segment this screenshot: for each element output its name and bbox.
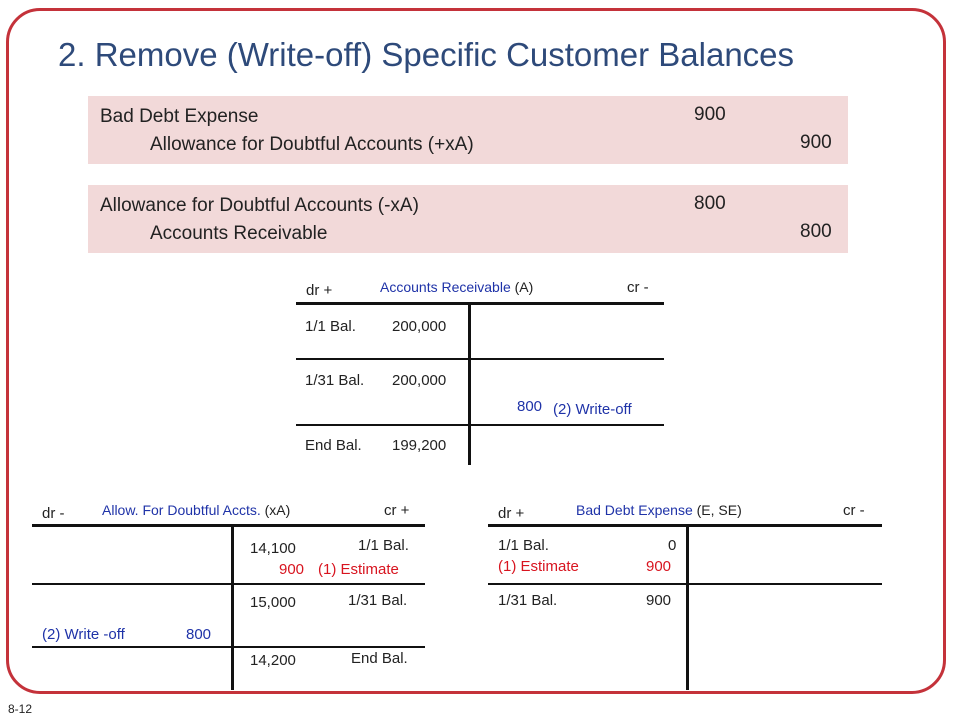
- account-title: [380, 279, 533, 295]
- account-title: [576, 502, 742, 518]
- t-account-center-line: [468, 305, 471, 465]
- cr-label: cr -: [627, 279, 649, 296]
- row-label: 1/31 Bal.: [305, 372, 365, 389]
- credit-amount: 800: [800, 221, 832, 242]
- balance-line: [296, 424, 664, 426]
- writeoff-label: (2) Write -off: [42, 626, 125, 643]
- t-account-center-line: [231, 527, 234, 690]
- t-account-top-line: [32, 524, 425, 527]
- account-type: (E, SE): [696, 502, 742, 518]
- row-amount: 200,000: [392, 372, 447, 389]
- journal-entry-2: [88, 185, 848, 253]
- account-name: Bad Debt Expense: [576, 502, 693, 518]
- cr-label: cr +: [384, 502, 410, 519]
- estimate-label: (1) Estimate: [318, 561, 399, 578]
- beg-amount: 0: [668, 537, 677, 554]
- dr-label: dr +: [498, 505, 525, 522]
- balance-line: [32, 646, 425, 648]
- account-title: [102, 502, 290, 518]
- credit-account: Accounts Receivable: [150, 223, 328, 244]
- debit-amount: 900: [694, 104, 726, 125]
- beg-label: 1/1 Bal.: [498, 537, 549, 554]
- account-name: Allow. For Doubtful Accts.: [102, 502, 261, 518]
- mid-amount: 15,000: [250, 594, 296, 611]
- t-account-center-line: [686, 527, 689, 690]
- end-amount: 900: [646, 592, 672, 609]
- debit-amount: 800: [694, 193, 726, 214]
- balance-line: [32, 583, 425, 585]
- cr-label: cr -: [843, 502, 865, 519]
- slide-number: 8-12: [8, 702, 33, 716]
- beg-label: 1/1 Bal.: [358, 537, 409, 554]
- writeoff-amount: 800: [517, 398, 543, 415]
- balance-line: [488, 583, 882, 585]
- writeoff-label: (2) Write-off: [553, 401, 632, 418]
- beg-amount: 14,100: [250, 540, 296, 557]
- end-label: 1/31 Bal.: [498, 592, 558, 609]
- account-type: (A): [514, 279, 534, 295]
- dr-label: dr -: [42, 505, 65, 522]
- journal-entry-1: [88, 96, 848, 164]
- row-amount: 199,200: [392, 437, 447, 454]
- credit-amount: 900: [800, 132, 832, 153]
- mid-label: 1/31 Bal.: [348, 592, 408, 609]
- end-amount: 14,200: [250, 652, 296, 669]
- account-type: (xA): [264, 502, 291, 518]
- row-amount: 200,000: [392, 318, 447, 335]
- estimate-amount: 900: [279, 561, 305, 578]
- row-label: End Bal.: [305, 437, 362, 454]
- debit-account: Bad Debt Expense: [100, 106, 259, 127]
- row-label: 1/1 Bal.: [305, 318, 356, 335]
- estimate-amount: 900: [646, 558, 672, 575]
- writeoff-amount: 800: [186, 626, 212, 643]
- t-account-top-line: [488, 524, 882, 527]
- balance-line: [296, 358, 664, 360]
- estimate-label: (1) Estimate: [498, 558, 579, 575]
- dr-label: dr +: [306, 282, 333, 299]
- t-account-top-line: [296, 302, 664, 305]
- account-name: Accounts Receivable: [380, 279, 511, 295]
- slide-title: 2. Remove (Write-off) Specific Customer Balances: [58, 36, 795, 73]
- credit-account: Allowance for Doubtful Accounts (+xA): [150, 134, 474, 155]
- end-label: End Bal.: [351, 650, 408, 667]
- debit-account: Allowance for Doubtful Accounts (-xA): [100, 195, 419, 216]
